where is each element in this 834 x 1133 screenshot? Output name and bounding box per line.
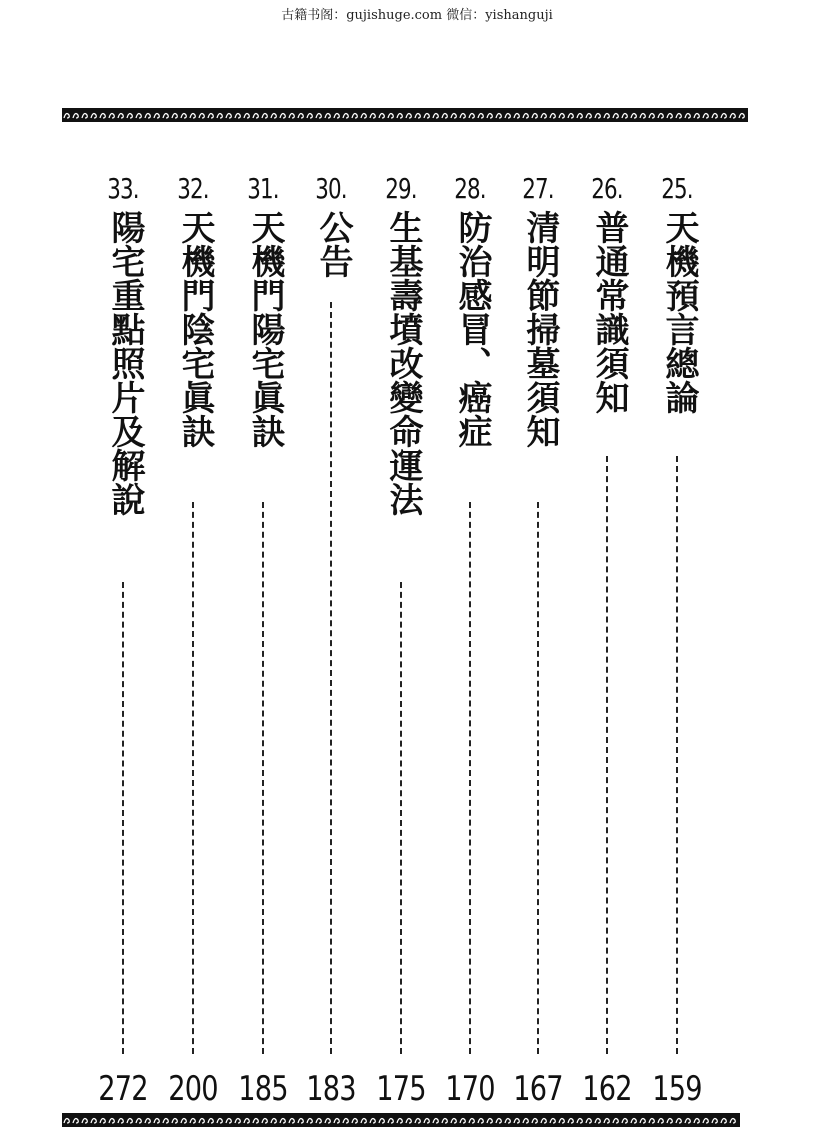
toc-entry-33[interactable] [98, 172, 148, 1109]
entry-page-number: 185 [238, 1069, 288, 1109]
entry-title: 生基壽墳改變命運法 [383, 210, 423, 516]
entry-page-number: 175 [376, 1069, 426, 1109]
toc-entry-31[interactable] [238, 172, 288, 1109]
toc-entry-27[interactable] [513, 172, 563, 1109]
entry-page-number: 200 [168, 1069, 218, 1109]
entry-number: 25. [661, 172, 693, 205]
entry-page-number: 167 [513, 1069, 563, 1109]
toc-entry-25[interactable] [652, 172, 702, 1109]
leader-dots [606, 456, 608, 1054]
entry-page-number: 183 [306, 1069, 356, 1109]
entry-title: 天機門陽宅眞訣 [245, 210, 285, 448]
entry-number: 28. [454, 172, 486, 205]
entry-page-number: 170 [445, 1069, 495, 1109]
entry-number: 26. [591, 172, 623, 205]
leader-dots [122, 582, 124, 1054]
watermark-text: 古籍书阁：gujishuge.com 微信：yishanguji [281, 8, 553, 23]
entry-number: 31. [247, 172, 279, 205]
entry-number: 32. [177, 172, 209, 205]
toc-entry-28[interactable] [445, 172, 495, 1109]
entry-page-number: 272 [98, 1069, 148, 1109]
entry-title: 天機預言總論 [659, 210, 699, 414]
entry-title: 陽宅重點照片及解說 [105, 210, 145, 516]
leader-dots [192, 502, 194, 1054]
entry-number: 33. [107, 172, 139, 205]
entry-page-number: 159 [652, 1069, 702, 1109]
leader-dots [330, 302, 332, 1054]
entry-number: 29. [385, 172, 417, 205]
leader-dots [537, 502, 539, 1054]
toc-entry-29[interactable] [376, 172, 426, 1109]
entry-page-number: 162 [582, 1069, 632, 1109]
leader-dots [262, 502, 264, 1054]
toc-entry-30[interactable] [306, 172, 356, 1109]
entry-title: 清明節掃墓須知 [520, 210, 560, 448]
bottom-border-ornament [62, 1113, 740, 1127]
entry-number: 30. [315, 172, 347, 205]
entry-number: 27. [522, 172, 554, 205]
toc-entry-26[interactable] [582, 172, 632, 1109]
entry-title: 天機門陰宅眞訣 [175, 210, 215, 448]
leader-dots [676, 456, 678, 1054]
leader-dots [400, 582, 402, 1054]
leader-dots [469, 502, 471, 1054]
toc-entry-32[interactable] [168, 172, 218, 1109]
entry-title: 普通常識須知 [589, 210, 629, 414]
entry-title: 公告 [313, 210, 353, 278]
entry-title: 防治感冒、癌症 [452, 210, 492, 448]
